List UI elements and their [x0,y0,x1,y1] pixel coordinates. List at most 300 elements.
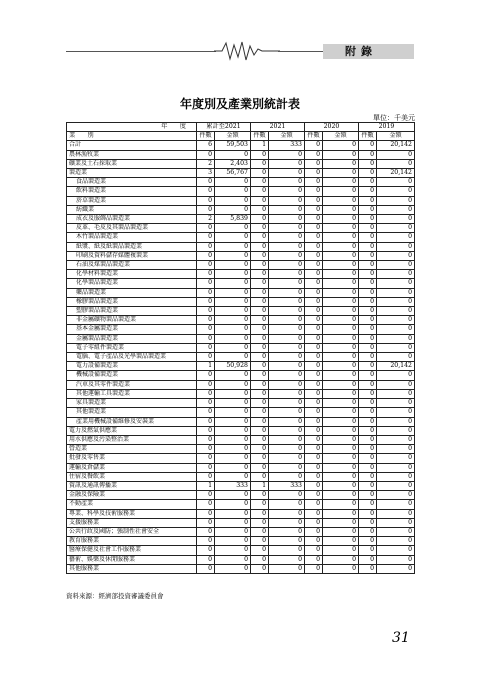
count-cell: 0 [251,417,269,426]
amount-cell: 0 [215,491,251,500]
count-cell: 0 [251,445,269,454]
table-row [67,334,415,343]
amount-cell: 0 [323,150,359,159]
count-cell: 0 [359,509,377,518]
table-row [67,435,415,444]
count-cell: 0 [197,150,215,159]
count-cell: 0 [305,196,323,205]
row-label: 營造業 [67,445,197,454]
amount-cell: 0 [269,288,305,297]
count-cell: 0 [251,527,269,536]
count-cell: 0 [359,564,377,573]
row-label: 電腦、電子產品及光學製品製造業 [67,353,197,362]
subheader-amount: 金額 [377,132,415,141]
amount-cell: 0 [269,233,305,242]
corner-industry-label: 業 別 [69,132,94,140]
count-cell: 0 [359,150,377,159]
amount-cell: 0 [377,463,415,472]
amount-cell: 0 [323,159,359,168]
count-cell: 0 [197,242,215,251]
count-cell: 0 [197,196,215,205]
section-tab [323,44,414,59]
row-label: 農林漁牧業 [67,150,197,159]
amount-cell: 0 [323,233,359,242]
row-label: 電子零組件製造業 [67,343,197,352]
amount-cell: 0 [269,426,305,435]
amount-cell: 0 [377,435,415,444]
amount-cell: 0 [215,205,251,214]
amount-cell: 0 [323,518,359,527]
table-row [67,527,415,536]
row-label: 專業、科學及技術服務業 [67,509,197,518]
table-row [67,251,415,260]
count-cell: 0 [359,518,377,527]
count-cell: 0 [305,518,323,527]
count-cell: 0 [251,463,269,472]
count-cell: 0 [305,288,323,297]
amount-cell: 0 [323,187,359,196]
amount-cell: 0 [377,445,415,454]
table-row [67,445,415,454]
row-label: 醫療保健及社會工作服務業 [67,546,197,555]
count-cell: 1 [197,362,215,371]
amount-cell: 0 [323,215,359,224]
count-cell: 0 [359,279,377,288]
amount-cell: 0 [323,316,359,325]
count-cell: 0 [251,491,269,500]
amount-cell: 20,142 [377,362,415,371]
count-cell: 0 [251,555,269,564]
amount-cell: 0 [377,279,415,288]
amount-cell: 0 [377,454,415,463]
count-cell: 0 [251,196,269,205]
amount-cell: 0 [269,159,305,168]
amount-cell: 0 [323,353,359,362]
amount-cell: 0 [215,463,251,472]
count-cell: 0 [251,205,269,214]
count-cell: 0 [197,297,215,306]
count-cell: 0 [197,435,215,444]
count-cell: 0 [251,426,269,435]
count-cell: 0 [251,537,269,546]
count-cell: 0 [251,518,269,527]
amount-cell: 0 [323,325,359,334]
row-label: 藝術、娛樂及休閒服務業 [67,555,197,564]
count-cell: 0 [251,316,269,325]
amount-cell: 0 [377,491,415,500]
table-row [67,546,415,555]
amount-cell: 0 [269,500,305,509]
amount-cell: 0 [323,362,359,371]
amount-cell: 0 [215,261,251,270]
amount-cell: 0 [269,325,305,334]
amount-cell: 0 [377,297,415,306]
count-cell: 0 [251,564,269,573]
amount-cell: 0 [269,270,305,279]
amount-cell: 0 [215,472,251,481]
count-cell: 0 [359,362,377,371]
amount-cell: 0 [323,481,359,490]
subheader-count: 件數 [251,132,269,141]
table-row [67,426,415,435]
corner-industry-cell [67,132,197,141]
count-cell: 0 [251,546,269,555]
amount-cell: 0 [215,316,251,325]
amount-cell: 0 [269,491,305,500]
row-label: 運輸及倉儲業 [67,463,197,472]
amount-cell: 0 [269,150,305,159]
amount-cell: 0 [323,178,359,187]
count-cell: 0 [251,261,269,270]
statistics-table [66,122,415,574]
amount-cell: 0 [323,445,359,454]
amount-cell: 0 [323,491,359,500]
amount-cell: 0 [377,307,415,316]
amount-cell: 0 [323,389,359,398]
count-cell: 0 [359,353,377,362]
count-cell: 0 [197,389,215,398]
count-cell: 0 [197,288,215,297]
count-cell: 0 [251,169,269,178]
amount-cell: 0 [377,353,415,362]
table-row [67,537,415,546]
row-label: 合計 [67,141,197,150]
count-cell: 0 [197,454,215,463]
count-cell: 1 [251,481,269,490]
amount-cell: 0 [323,435,359,444]
amount-cell: 0 [269,546,305,555]
row-label: 印刷及資料儲存媒體複製業 [67,251,197,260]
amount-cell: 0 [269,187,305,196]
page-title: 年度別及產業別統計表 [179,97,300,111]
amount-cell: 0 [323,297,359,306]
count-cell: 0 [359,159,377,168]
amount-cell: 59,503 [215,141,251,150]
amount-cell: 0 [377,546,415,555]
amount-cell: 0 [215,343,251,352]
count-cell: 0 [305,279,323,288]
count-cell: 0 [305,242,323,251]
count-cell: 0 [359,408,377,417]
amount-cell: 0 [269,527,305,536]
amount-cell: 0 [323,399,359,408]
amount-cell: 0 [215,224,251,233]
amount-cell: 0 [269,343,305,352]
amount-cell: 0 [269,518,305,527]
count-cell: 0 [251,270,269,279]
row-label: 不動產業 [67,500,197,509]
amount-cell: 0 [377,270,415,279]
count-cell: 0 [305,546,323,555]
amount-cell: 0 [323,334,359,343]
count-cell: 0 [359,141,377,150]
amount-cell: 0 [215,307,251,316]
row-label: 公共行政及國防；強制性社會安全 [67,527,197,536]
amount-cell: 0 [215,527,251,536]
amount-cell: 0 [215,150,251,159]
amount-cell: 0 [215,251,251,260]
count-cell: 2 [197,159,215,168]
count-cell: 0 [359,297,377,306]
count-cell: 0 [197,261,215,270]
table-row [67,389,415,398]
amount-cell: 0 [377,261,415,270]
row-label: 金融及保險業 [67,491,197,500]
amount-cell: 0 [269,537,305,546]
amount-cell: 0 [269,261,305,270]
table-row [67,343,415,352]
count-cell: 0 [197,178,215,187]
count-cell: 0 [251,288,269,297]
amount-cell: 0 [323,169,359,178]
amount-cell: 0 [377,251,415,260]
amount-cell: 0 [269,399,305,408]
amount-cell: 0 [215,334,251,343]
row-label: 紡織業 [67,205,197,214]
table-row [67,169,415,178]
amount-cell: 0 [269,307,305,316]
table-row [67,215,415,224]
count-cell: 0 [359,500,377,509]
amount-cell: 333 [215,481,251,490]
count-cell: 0 [305,334,323,343]
count-cell: 0 [359,399,377,408]
amount-cell: 0 [269,353,305,362]
count-cell: 0 [197,371,215,380]
amount-cell: 0 [215,555,251,564]
count-cell: 0 [359,463,377,472]
table-row [67,196,415,205]
amount-cell: 0 [215,509,251,518]
count-cell: 0 [197,408,215,417]
count-cell: 0 [251,500,269,509]
corner-year-cell [67,123,197,132]
count-cell: 0 [305,205,323,214]
heartbeat-wave-icon [214,40,280,62]
amount-cell: 0 [215,279,251,288]
count-cell: 0 [251,408,269,417]
count-cell: 0 [305,426,323,435]
count-cell: 0 [305,169,323,178]
table-row [67,371,415,380]
count-cell: 0 [359,527,377,536]
amount-cell: 0 [377,399,415,408]
amount-cell: 0 [215,518,251,527]
count-cell: 0 [359,242,377,251]
count-cell: 0 [251,297,269,306]
count-cell: 0 [359,187,377,196]
amount-cell: 0 [323,408,359,417]
count-cell: 0 [251,371,269,380]
amount-cell: 0 [377,500,415,509]
table-row [67,270,415,279]
count-cell: 0 [359,481,377,490]
row-label: 礦業及土石採取業 [67,159,197,168]
count-cell: 0 [305,527,323,536]
amount-cell: 0 [269,435,305,444]
amount-cell: 0 [377,417,415,426]
amount-cell: 0 [377,564,415,573]
count-cell: 0 [251,325,269,334]
count-cell: 0 [251,380,269,389]
count-cell: 0 [359,325,377,334]
amount-cell: 0 [377,325,415,334]
count-cell: 1 [197,481,215,490]
count-cell: 0 [305,399,323,408]
amount-cell: 0 [323,417,359,426]
amount-cell: 333 [269,141,305,150]
count-cell: 0 [197,270,215,279]
count-cell: 0 [359,334,377,343]
amount-cell: 0 [323,426,359,435]
count-cell: 0 [251,343,269,352]
section-label: 附錄 [345,45,377,58]
count-cell: 0 [251,251,269,260]
row-label: 教育服務業 [67,537,197,546]
count-cell: 0 [305,417,323,426]
row-label: 橡膠製品製造業 [67,297,197,306]
row-label: 石油及煤製品製造業 [67,261,197,270]
amount-cell: 0 [377,472,415,481]
table-row [67,150,415,159]
count-cell: 0 [359,316,377,325]
count-cell: 0 [251,178,269,187]
count-cell: 0 [359,224,377,233]
amount-cell: 0 [215,242,251,251]
row-label: 基本金屬製造業 [67,325,197,334]
count-cell: 0 [197,325,215,334]
count-cell: 0 [305,445,323,454]
amount-cell: 0 [269,205,305,214]
amount-cell: 5,839 [215,215,251,224]
row-label: 電力設備製造業 [67,362,197,371]
table-row [67,159,415,168]
amount-cell: 0 [215,537,251,546]
amount-cell: 0 [215,297,251,306]
count-cell: 0 [251,472,269,481]
amount-cell: 56,767 [215,169,251,178]
amount-cell: 0 [323,205,359,214]
table-row [67,224,415,233]
amount-cell: 0 [377,215,415,224]
count-cell: 0 [305,509,323,518]
table-row [67,564,415,573]
count-cell: 0 [197,380,215,389]
amount-cell: 0 [323,380,359,389]
count-cell: 0 [197,445,215,454]
year-header-cumulative: 累計至2021 [197,123,251,132]
amount-cell: 0 [269,509,305,518]
amount-cell: 0 [377,242,415,251]
count-cell: 0 [197,417,215,426]
amount-cell: 0 [269,472,305,481]
count-cell: 0 [305,380,323,389]
amount-cell: 0 [377,555,415,564]
table-row [67,307,415,316]
count-cell: 0 [359,205,377,214]
amount-cell: 0 [377,343,415,352]
count-cell: 0 [359,537,377,546]
table-row [67,454,415,463]
amount-cell: 0 [215,233,251,242]
count-cell: 0 [197,537,215,546]
count-cell: 0 [359,343,377,352]
count-cell: 0 [251,224,269,233]
corner-year-label: 年 度 [161,123,186,130]
amount-cell: 0 [377,389,415,398]
amount-cell: 0 [215,196,251,205]
subheader-count: 件數 [197,132,215,141]
year-header-2021: 2021 [251,123,305,132]
subheader-count: 件數 [359,132,377,141]
count-cell: 0 [359,307,377,316]
table-row [67,353,415,362]
count-cell: 0 [359,261,377,270]
count-cell: 0 [197,564,215,573]
table-row [67,187,415,196]
amount-cell: 0 [215,399,251,408]
count-cell: 0 [251,159,269,168]
amount-cell: 0 [323,555,359,564]
count-cell: 0 [359,555,377,564]
count-cell: 0 [197,334,215,343]
table-row [67,518,415,527]
amount-cell: 0 [269,389,305,398]
row-label: 化學材料製造業 [67,270,197,279]
amount-cell: 0 [269,380,305,389]
amount-cell: 0 [377,178,415,187]
count-cell: 0 [197,187,215,196]
year-header-2020: 2020 [305,123,359,132]
row-label: 機械設備製造業 [67,371,197,380]
table-row [67,509,415,518]
amount-cell: 0 [323,141,359,150]
count-cell: 0 [197,224,215,233]
amount-cell: 0 [323,371,359,380]
count-cell: 0 [251,399,269,408]
count-cell: 0 [359,426,377,435]
table-row [67,380,415,389]
amount-cell: 0 [269,242,305,251]
count-cell: 0 [305,178,323,187]
amount-cell: 0 [323,261,359,270]
subheader-amount: 金額 [323,132,359,141]
count-cell: 0 [305,353,323,362]
amount-cell: 0 [323,224,359,233]
amount-cell: 0 [215,325,251,334]
amount-cell: 0 [377,224,415,233]
header-rule-left [66,51,216,52]
row-label: 其他製造業 [67,408,197,417]
amount-cell: 0 [377,187,415,196]
count-cell: 0 [197,251,215,260]
amount-cell: 20,142 [377,141,415,150]
amount-cell: 0 [269,196,305,205]
table-row [67,417,415,426]
count-cell: 0 [197,426,215,435]
row-label: 產業用機械設備維修及安裝業 [67,417,197,426]
subheader-amount: 金額 [269,132,305,141]
page-number: 31 [392,630,410,646]
count-cell: 0 [197,463,215,472]
count-cell: 0 [305,307,323,316]
amount-cell: 0 [377,150,415,159]
amount-cell: 0 [215,270,251,279]
amount-cell: 0 [323,196,359,205]
amount-cell: 0 [215,435,251,444]
row-label: 資訊及通訊傳播業 [67,481,197,490]
count-cell: 0 [251,233,269,242]
